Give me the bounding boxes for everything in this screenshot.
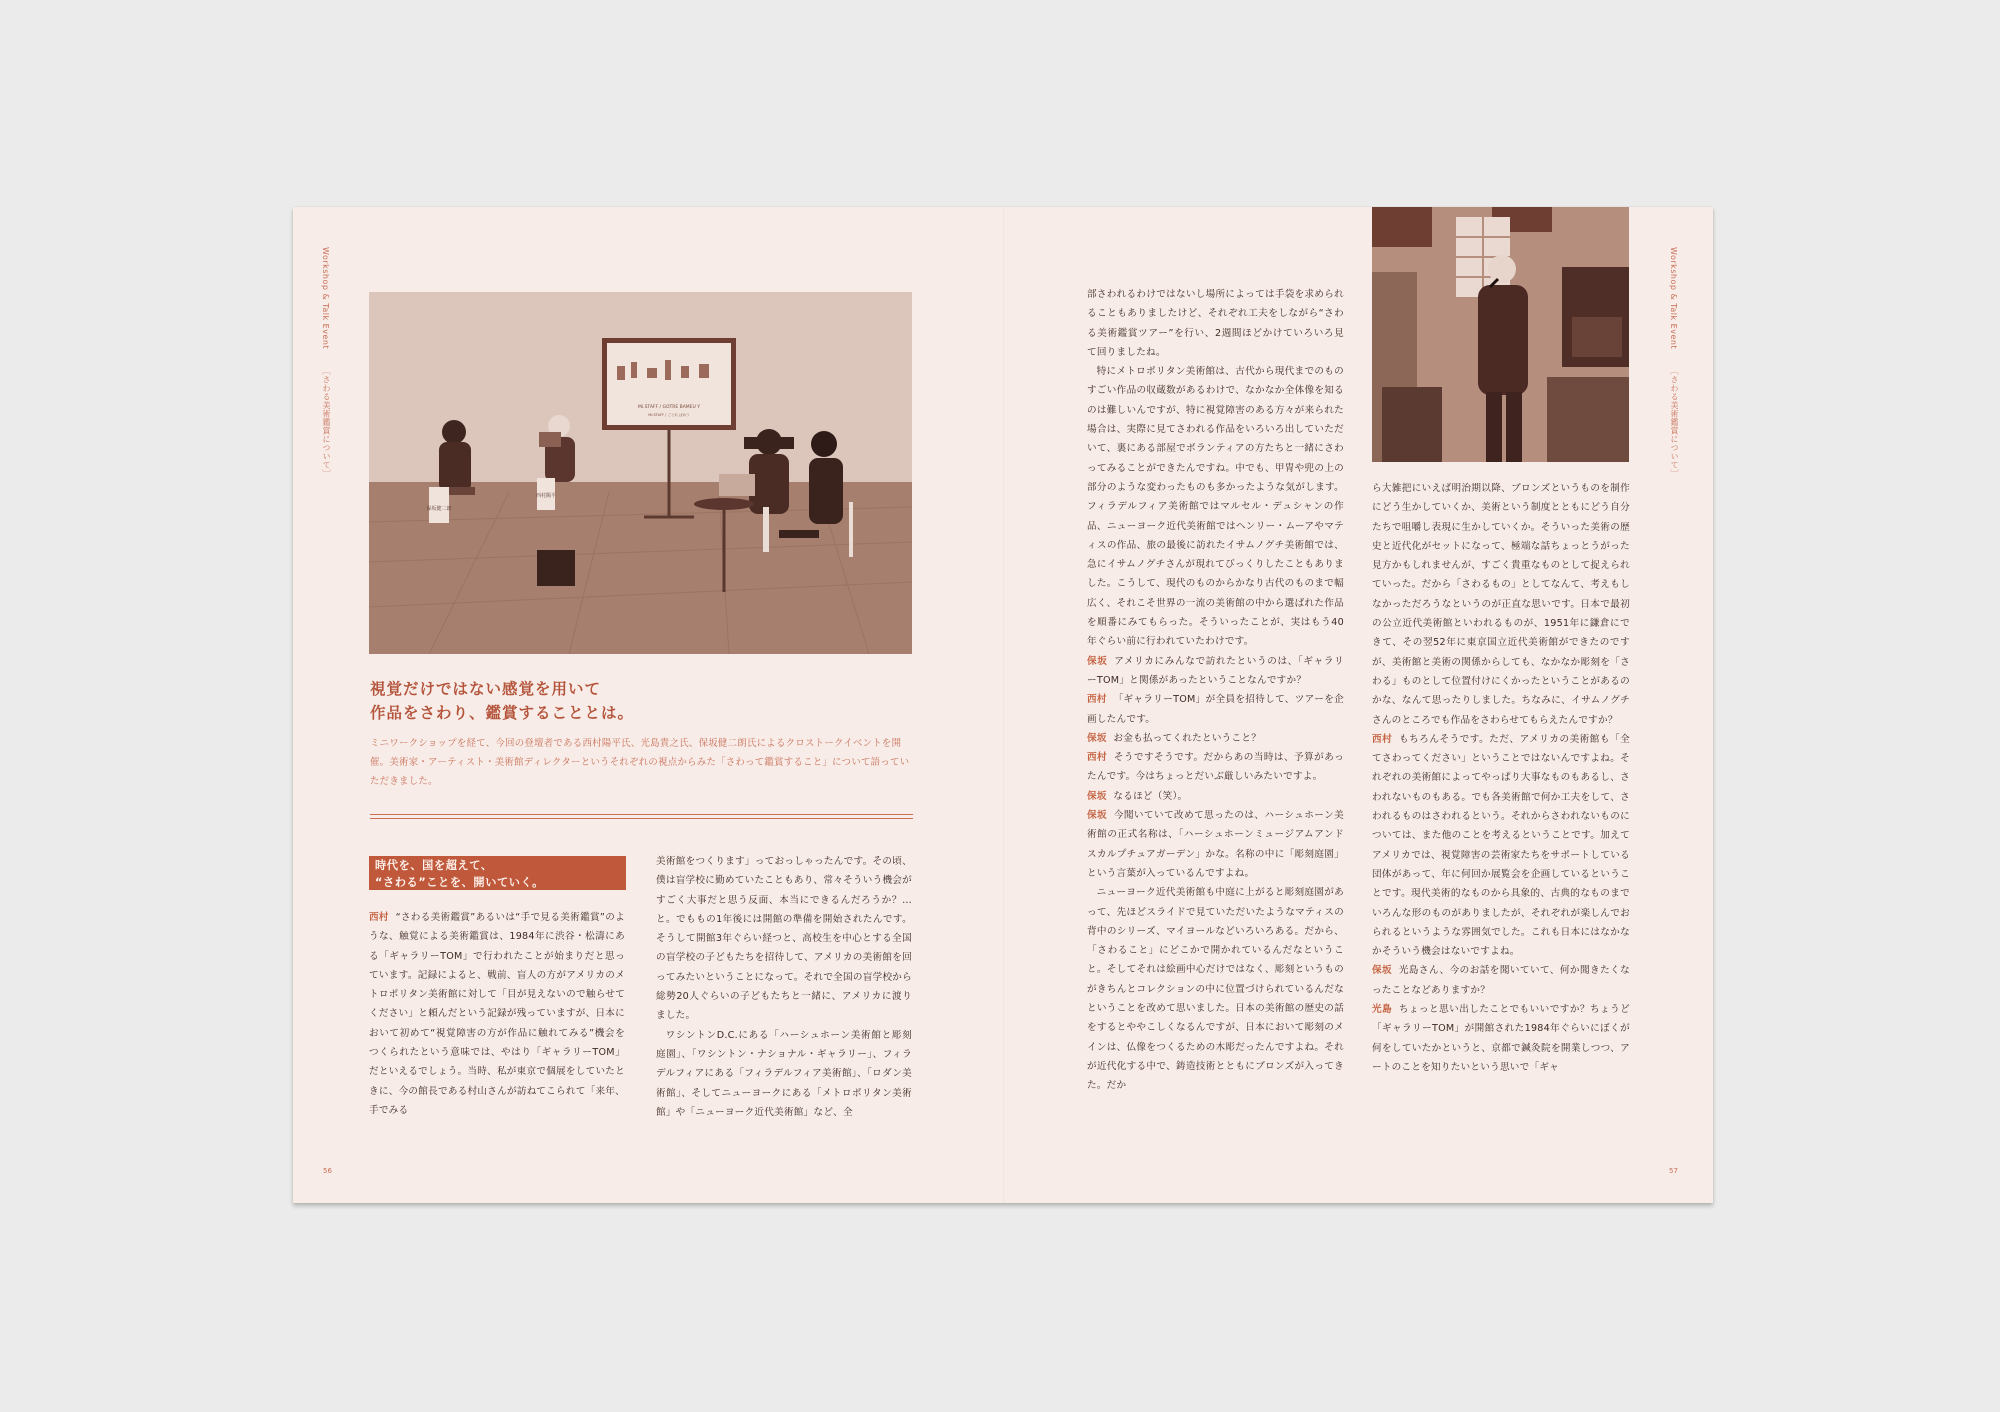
text-column-4 <box>1372 479 1630 1188</box>
paragraph <box>1372 1000 1630 1077</box>
paragraph <box>1372 730 1630 962</box>
speaker-name: 保坂 <box>1087 732 1107 744</box>
lead-paragraph: ミニワークショップを経て、今回の登壇者である西村陽平氏、光島貴之氏、保坂健二朗氏によるクロストークイベントを開催。美術家・アーティスト・美術館ディレクターというそれぞれの視点からみた「さわって鑑賞すること」について語っていただきました。 <box>370 738 910 787</box>
paragraph <box>1087 729 1344 748</box>
paragraph <box>656 1026 912 1122</box>
text-column-3 <box>1087 285 1344 1188</box>
speaker-name: 西村 <box>1087 694 1107 706</box>
paragraph-text: ちょっと思い出したことでもいいですか？ちょうど「ギャラリーTOM」が開館された1984年ぐらいにぼくが何をしていたかというと、京都で鍼灸院を開業しつつ、アートのことを知りたいという思いで「ギャ <box>1372 1004 1630 1073</box>
paragraph <box>369 908 625 1120</box>
paragraph-text: 特にメトロポリタン美術館は、古代から現代までのものすごい作品の収蔵数があるわけで、なかなか全体像を知るのは難しいんですが、特に視覚障害のある方々が来られた場合は、実際に見てさわれる作品をいろいろ出していただいて、裏にある部屋でボランティアの方たちと一緒にさわってみることができたんですね。中でも、甲冑や兜の上の部分のような変わったものも多かったような気がします。フィラデルフィア美術館ではマルセル・デュシャンの作品、ニューヨーク近代美術館ではヘンリー・ムーアやマティスの作品、旅の最後に訪れたイサムノグチ美術館では、急にイサムノグチさんが現れてびっくりしたこともありました。こうして、現代のものからかなり古代のものまで幅広く、それこそ世界の一流の美術館の中から選ばれた作品を順番にみてもらった。そういったことが、実はもう40年ぐらい前に行われていたわけです。 <box>1087 366 1344 648</box>
paragraph-text: お金も払ってくれたということ？ <box>1113 732 1262 744</box>
paragraph-text: 光島さん、今のお話を聞いていて、何か聞きたくなったことなどありますか？ <box>1372 965 1630 996</box>
paragraph-text: 「ギャラリーTOM」が全員を招待して、ツアーを企画したんです。 <box>1087 694 1344 725</box>
running-subtitle-right: ［さわる美術鑑賞について］ <box>1670 367 1679 478</box>
paragraph <box>1087 883 1344 1095</box>
paragraph-text: ワシントンD.C.にある「ハーシュホーン美術館と彫刻庭園」、「ワシントン・ナショナル・ギャラリー」、フィラデルフィアにある「フィラデルフィア美術館」、「ロダン美術館」、そしてニューヨークにある「メトロポリタン美術館」や「ニューヨーク近代美術館」など、全 <box>656 1029 912 1118</box>
divider-rule-top <box>370 814 913 815</box>
headline-line2: 作品をさわり、鑑賞することとは。 <box>370 704 635 722</box>
paragraph-text: ニューヨーク近代美術館も中庭に上がると彫刻庭園があって、先ほどスライドで見ていただいたようなマティスの背中のシリーズ、マイヨールなどいろいろある。だから、「さわること」にどこかで開かれているんだなということ。そしてそれは絵画中心だけではなく、彫刻というものがきちんとコレクションの中に位置づけられているんだなということを改めて思いました。日本の美術館の歴史の話をするとややこしくなるんですが、日本において彫刻のメインは、仏像をつくるための木彫だったんですよね。それが近代化する中で、鋳造技術とともにブロンズが入ってきた。だか <box>1087 887 1344 1092</box>
paragraph-text: なるほど（笑）。 <box>1113 790 1188 802</box>
section-heading-line2: “さわる”ことを、開いていく。 <box>375 876 544 889</box>
speaker-name: 西村 <box>1087 752 1108 764</box>
speaker-name: 保坂 <box>1087 810 1108 822</box>
speaker-name: 西村 <box>1372 733 1393 745</box>
speaker-name: 光島 <box>1372 1004 1393 1016</box>
paragraph-text: もちろんそうです。ただ、アメリカの美術館も「全てさわってください」ということではないんですよね。それぞれの美術館によってやっぱり大事なものもあるし、さわれないものもある。でも各美術館で何か工夫をして、さわれるものはさわれるという。それからさわれないものについては、また他のことを考えるということです。加えてアメリカでは、視覚障害の芸術家たちをサポートしている団体があって、年に何回か展覧会を企画しているということです。現代美術的なものから具象的、古典的なものまでいろんな形のものがありましたが、それぞれが楽しんでおられるというような雰囲気でした。これも日本にはなかなかそういう機会はないですよね。 <box>1372 733 1630 958</box>
speaker-name: 西村 <box>369 912 389 923</box>
paragraph <box>1087 285 1344 362</box>
running-subtitle-left: ［さわる美術鑑賞について］ <box>322 367 331 478</box>
paragraph-text: そうですそうです。だからあの当時は、予算があったんです。今はちょっとだいぶ厳しいみたいですよ。 <box>1087 752 1344 783</box>
headline <box>370 677 890 725</box>
paragraph-text: ら大雑把にいえば明治期以降、ブロンズというものを制作にどう生かしていくか、美術という制度とともにどう自分たちで咀嚼し表現に生かしていくか。そういった美術の歴史と近代化がセットになって、極端な話ちょっとうがった見方かもしれませんが、すごく貴重なものとして捉えられていった。だから「さわるもの」としてなんて、考えもしなかっただろうなというのが正直な思いです。日本で最初の公立近代美術館といわれるものが、1951年に鎌倉にできて、その翌52年に東京国立近代美術館ができたのですが、美術館と美術の関係からしても、なかなか彫刻を「さわる」ものとして位置付けにくかったということがあるのかな、なんて思ったりしました。ちなみに、イサムノグチさんのところでも作品をさわらせてもらえたんですか？ <box>1372 483 1630 726</box>
talk-event-photo <box>369 292 912 654</box>
paragraph <box>1087 690 1344 729</box>
screen-title: Mi.STAFF / GOTRE BAMEU Y <box>638 405 700 410</box>
screen-caption: Mi.STAFF / ごとれ ばめう <box>648 413 690 417</box>
speaker-photo <box>1372 207 1629 462</box>
paragraph-text: “さわる美術鑑賞”あるいは“手で見る美術鑑賞”のような、触覚による美術鑑賞は、1984年に渋谷・松濤にある「ギャラリーTOM」で行われたことが始まりだと思っています。記録によると、戦前、盲人の方がアメリカのメトロポリタン美術館に対して「目が見えないので触らせてください」と頼んだという記録が残っていますが、日本において初めて“視覚障害の方が作品に触れてみる”機会をつくられたという意味では、やはり「ギャラリーTOM」だといえるでしょう。当時、私が東京で個展をしていたときに、今の館長である村山さんが訪ねてこられて「来年、手でみる <box>369 912 625 1116</box>
paragraph <box>1087 748 1344 787</box>
speaker-name: 保坂 <box>1087 790 1107 802</box>
paragraph-text: アメリカにみんなで訪れたというのは、「ギャラリーTOM」と関係があったということなんですか？ <box>1087 655 1344 686</box>
speaker-name: 保坂 <box>1372 965 1393 977</box>
paragraph <box>1087 806 1344 883</box>
paragraph <box>1372 479 1630 730</box>
headline-line1: 視覚だけではない感覚を用いて <box>370 680 602 698</box>
section-heading <box>369 856 626 890</box>
speaker-name: 保坂 <box>1087 655 1108 667</box>
paragraph <box>1087 787 1344 806</box>
running-title-right: Workshop & Talk Event <box>1669 247 1678 350</box>
paragraph-text: 美術館をつくります」っておっしゃったんです。その頃、僕は盲学校に勤めていたこともあり、常々そういう機会がすごく大事だと思う反面、本当にできるんだろうか？…と。でももの1年後には開館の準備を開始されたんです。そうして開館3年ぐらい経つと、高校生を中心とする全国の盲学校の子どもたちを招待して、アメリカの美術館を回ってみたいということになって。それで全国の盲学校から総勢20人ぐらいの子どもたちと一緒に、アメリカに渡りました。 <box>656 856 912 1022</box>
speaker-sign-right: 西村陽平 <box>535 493 557 499</box>
text-column-1 <box>369 908 625 1188</box>
paragraph-text: 今聞いていて改めて思ったのは、ハーシュホーン美術館の正式名称は、「ハーシュホーンミュージアムアンドスカルプチュアガーデン」かな。名称の中に「彫刻庭園」という言葉が入っているんですよね。 <box>1087 810 1344 879</box>
section-heading-line1: 時代を、国を超えて、 <box>375 859 493 872</box>
text-column-2 <box>656 852 912 1188</box>
paragraph-text: 部さわれるわけではないし場所によっては手袋を求められることもありましたけど、それぞれ工夫をしながら“さわる美術鑑賞ツアー”を行い、2週間ほどかけていろいろ見て回りましたね。 <box>1087 289 1344 358</box>
page-number-right: 57 <box>1669 1167 1678 1175</box>
paragraph <box>1372 961 1630 1000</box>
page-number-left: 56 <box>323 1167 332 1175</box>
speaker-sign-left: 保坂健二朗 <box>426 506 452 512</box>
divider-rule-bottom <box>370 818 913 819</box>
magazine-spread <box>293 207 1713 1203</box>
paragraph <box>1087 652 1344 691</box>
running-title-left: Workshop & Talk Event <box>321 247 330 350</box>
paragraph <box>1087 362 1344 651</box>
paragraph <box>656 852 912 1026</box>
